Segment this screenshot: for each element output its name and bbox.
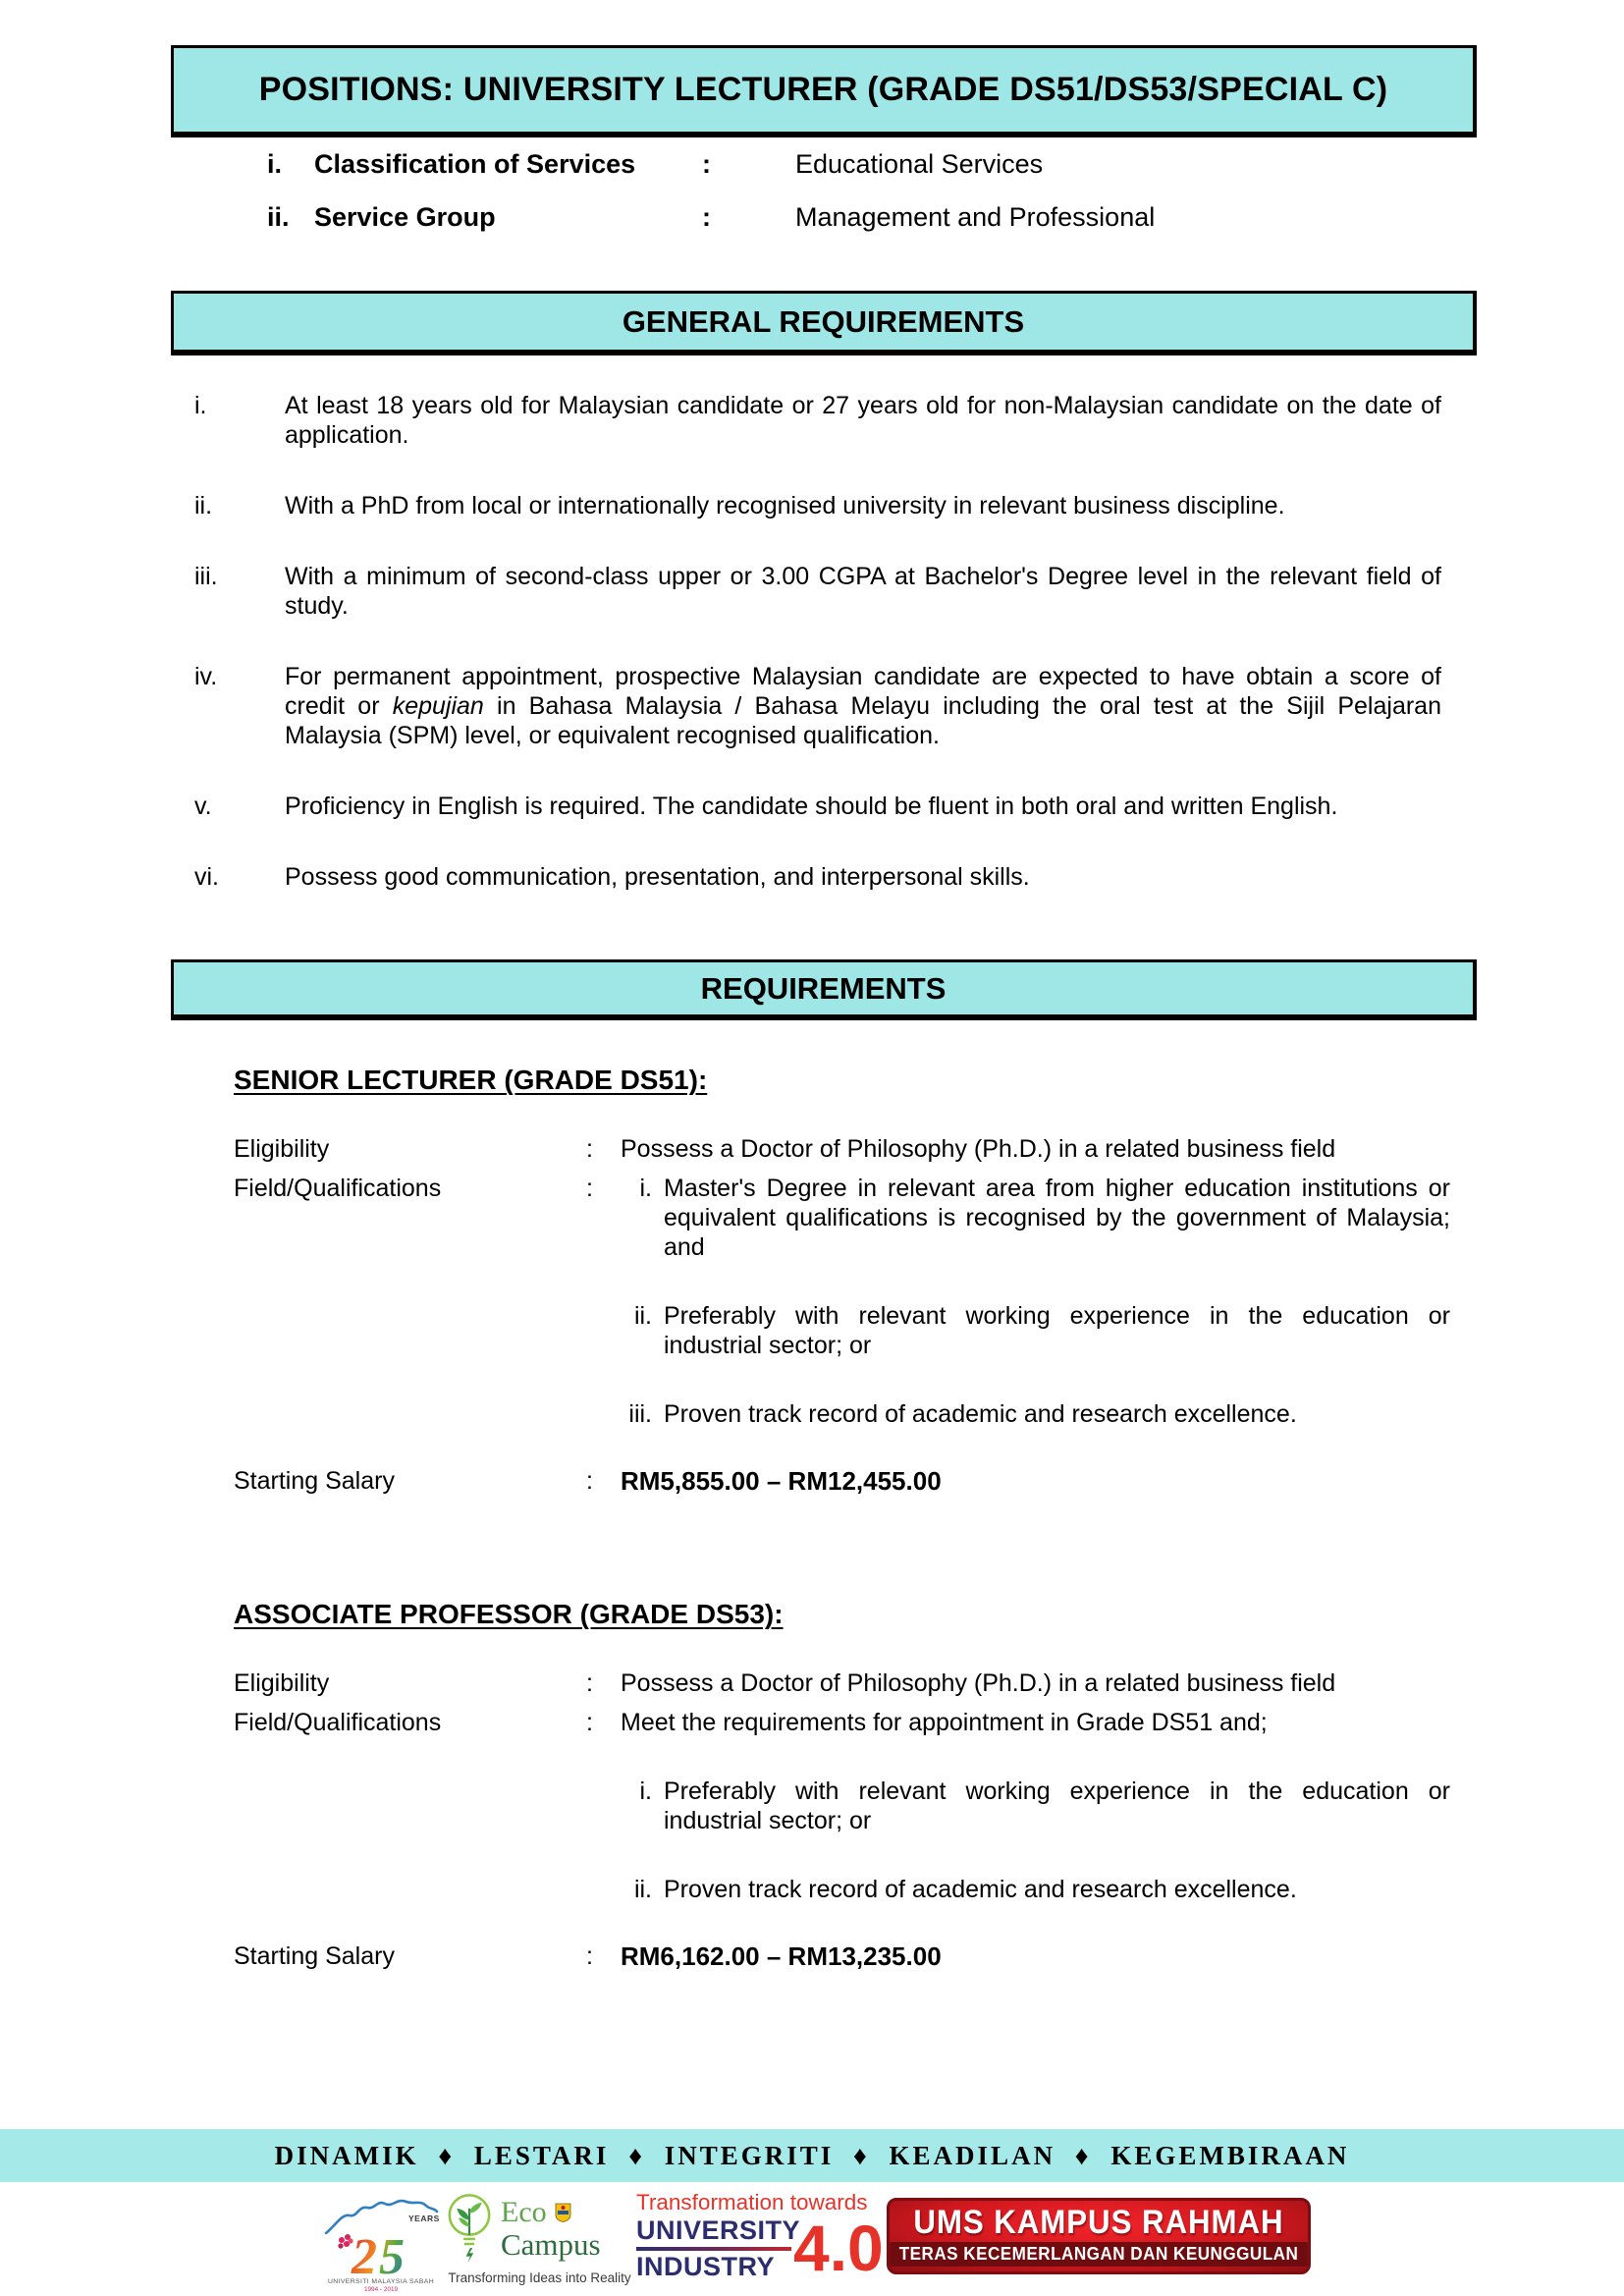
service-group-label: Service Group — [314, 202, 496, 232]
sub-item-numeral: ii. — [633, 1876, 652, 1903]
sub-item — [621, 1399, 1450, 1429]
colon-separator: : — [586, 1669, 593, 1697]
ecocampus-wordmark — [501, 2195, 601, 2262]
item-text-pre: For permanent appointment, prospective Malaysian candidate are expected to have obtain a score of credit or — [285, 663, 1441, 720]
colon-separator: : — [702, 202, 711, 232]
starting-salary-row — [234, 1466, 1450, 1496]
item-text-italic: kepujian — [392, 692, 484, 720]
sub-item-text: Proven track record of academic and research excellence. — [664, 1400, 1297, 1428]
general-requirements-header-box — [171, 291, 1477, 355]
classification-block — [267, 147, 1396, 253]
sub-item-text: Preferably with relevant working experience in the education or industrial sector; or — [664, 1777, 1450, 1834]
classification-value: Educational Services — [795, 149, 1044, 179]
svg-text:2: 2 — [352, 2229, 377, 2285]
field-qualifications-content — [621, 1708, 1450, 1904]
item-numeral: iv. — [194, 663, 218, 690]
eligibility-row — [234, 1134, 1450, 1164]
associate-professor-section — [234, 1600, 1450, 1971]
ecocampus-logo — [444, 2192, 635, 2294]
field-qualifications-content — [621, 1174, 1450, 1429]
colon-separator: : — [586, 1942, 593, 1970]
item-text: Proficiency in English is required. The candidate should be fluent in both oral and written English. — [285, 793, 1338, 820]
classification-row — [267, 147, 1396, 181]
anniversary-logo-icon — [322, 2192, 440, 2294]
eligibility-label: Eligibility — [234, 1135, 330, 1163]
university-motto: DINAMIK ♦ LESTARI ♦ INTEGRITI ♦ KEADILAN ♦ KEGEMBIRAAN — [274, 2140, 1350, 2170]
classification-row — [267, 200, 1396, 234]
banner-subtitle: TERAS KECEMERLANGAN DAN KEUNGGULAN — [890, 2242, 1308, 2267]
item-text: With a PhD from local or internationally recognised university in relevant business discipline. — [285, 492, 1285, 519]
sub-item — [621, 1301, 1450, 1360]
sub-item — [621, 1174, 1450, 1262]
university-industry-40-logo — [636, 2192, 882, 2294]
field-qualifications-row — [234, 1174, 1450, 1429]
campus-word: Campus — [501, 2226, 601, 2262]
list-item — [194, 491, 1441, 520]
eco-word: Eco — [501, 2195, 547, 2228]
item-text: With a minimum of second-class upper or 3.00 CGPA at Bachelor's Degree level in the relevant field of study. — [285, 563, 1441, 620]
item-text: At least 18 years old for Malaysian candidate or 27 years old for non-Malaysian candidate on the date of application. — [285, 392, 1441, 449]
footer-logos-row — [0, 2192, 1624, 2296]
general-requirements-list — [194, 391, 1441, 933]
transformation-main — [636, 2212, 884, 2285]
svg-text:UNIVERSITI MALAYSIA SABAH: UNIVERSITI MALAYSIA SABAH — [327, 2278, 435, 2285]
banner-title: UMS KAMPUS RAHMAH — [913, 2204, 1284, 2242]
eligibility-row — [234, 1668, 1450, 1698]
ums-crest-icon — [555, 2203, 571, 2222]
item-numeral: iii. — [194, 563, 218, 590]
svg-text:1994 - 2019: 1994 - 2019 — [363, 2286, 399, 2293]
item-numeral: v. — [194, 793, 212, 820]
list-item — [194, 391, 1441, 450]
section-title: SENIOR LECTURER (GRADE DS51): — [234, 1065, 708, 1095]
starting-salary-value: RM5,855.00 – RM12,455.00 — [621, 1466, 942, 1496]
eligibility-label: Eligibility — [234, 1669, 330, 1697]
transformation-tagline: Transformation towards — [636, 2190, 868, 2214]
starting-salary-label: Starting Salary — [234, 1942, 395, 1970]
requirements-header-box — [171, 959, 1477, 1020]
colon-separator: : — [586, 1135, 593, 1163]
sub-item-numeral: i. — [639, 1175, 652, 1202]
item-text — [285, 662, 1441, 750]
colon-separator: : — [586, 1467, 593, 1495]
ecocampus-tagline: Transforming Ideas into Reality — [448, 2270, 631, 2285]
field-qualifications-row — [234, 1708, 1450, 1904]
page-title: POSITIONS: UNIVERSITY LECTURER (GRADE DS51/DS53/SPECIAL C) — [258, 71, 1388, 108]
list-item — [194, 662, 1441, 750]
positions-header-box — [171, 45, 1477, 137]
transformation-words — [636, 2214, 801, 2281]
list-item — [194, 562, 1441, 621]
list-item — [194, 792, 1441, 821]
item-text: Possess good communication, presentation, and interpersonal skills. — [285, 863, 1030, 891]
industry-word: INDUSTRY — [636, 2251, 776, 2281]
footer-motto-band — [0, 2129, 1624, 2182]
field-intro-text: Meet the requirements for appointment in Grade DS51 and; — [621, 1709, 1268, 1736]
item-numeral: ii. — [194, 492, 213, 519]
sub-item — [621, 1777, 1450, 1835]
senior-lecturer-section — [234, 1066, 1450, 1496]
section-title: ASSOCIATE PROFESSOR (GRADE DS53): — [234, 1599, 784, 1629]
eligibility-text: Possess a Doctor of Philosophy (Ph.D.) in a related business field — [621, 1669, 1336, 1697]
item-text-post: in Bahasa Malaysia / Bahasa Melayu including the oral test at the Sijil Pelajaran Malaysia (SPM) level, or equivalent recognised qualification. — [285, 692, 1441, 749]
row-numeral: ii. — [267, 202, 290, 232]
sub-item — [621, 1875, 1450, 1904]
eco-bulb-leaf-icon — [444, 2192, 495, 2265]
sub-item-text: Preferably with relevant working experience in the education or industrial sector; or — [664, 1302, 1450, 1359]
field-qualifications-label: Field/Qualifications — [234, 1709, 442, 1736]
general-requirements-heading: GENERAL REQUIREMENTS — [622, 303, 1025, 339]
item-numeral: vi. — [194, 863, 219, 891]
sub-item-numeral: ii. — [633, 1302, 652, 1330]
colon-separator: : — [586, 1175, 593, 1202]
svg-text:5: 5 — [379, 2229, 405, 2285]
requirements-heading: REQUIREMENTS — [700, 970, 947, 1006]
svg-text:YEARS: YEARS — [408, 2214, 440, 2223]
row-numeral: i. — [267, 149, 283, 179]
colon-separator: : — [586, 1709, 593, 1736]
ecocampus-main — [444, 2192, 635, 2265]
service-group-value: Management and Professional — [795, 202, 1156, 232]
sub-item-numeral: i. — [639, 1777, 652, 1805]
starting-salary-value: RM6,162.00 – RM13,235.00 — [621, 1941, 942, 1971]
colon-separator: : — [702, 149, 711, 179]
eligibility-text: Possess a Doctor of Philosophy (Ph.D.) in a related business field — [621, 1135, 1336, 1163]
list-item — [194, 862, 1441, 892]
sub-item-text: Proven track record of academic and research excellence. — [664, 1876, 1297, 1903]
version-40-text: 4.0 — [793, 2212, 884, 2285]
field-qualifications-label: Field/Qualifications — [234, 1175, 442, 1202]
starting-salary-label: Starting Salary — [234, 1467, 395, 1495]
gradient-divider — [636, 2247, 791, 2251]
ums-25-years-logo — [322, 2192, 440, 2294]
ums-kampus-rahmah-banner — [887, 2198, 1311, 2274]
starting-salary-row — [234, 1941, 1450, 1971]
university-word: UNIVERSITY — [636, 2214, 801, 2245]
classification-label: Classification of Services — [314, 149, 636, 179]
sub-item-numeral: iii. — [628, 1400, 652, 1428]
item-numeral: i. — [194, 392, 207, 419]
sub-item-text: Master's Degree in relevant area from higher education institutions or equivalent qualifications is recognised by the government of Malaysia; and — [664, 1175, 1450, 1261]
